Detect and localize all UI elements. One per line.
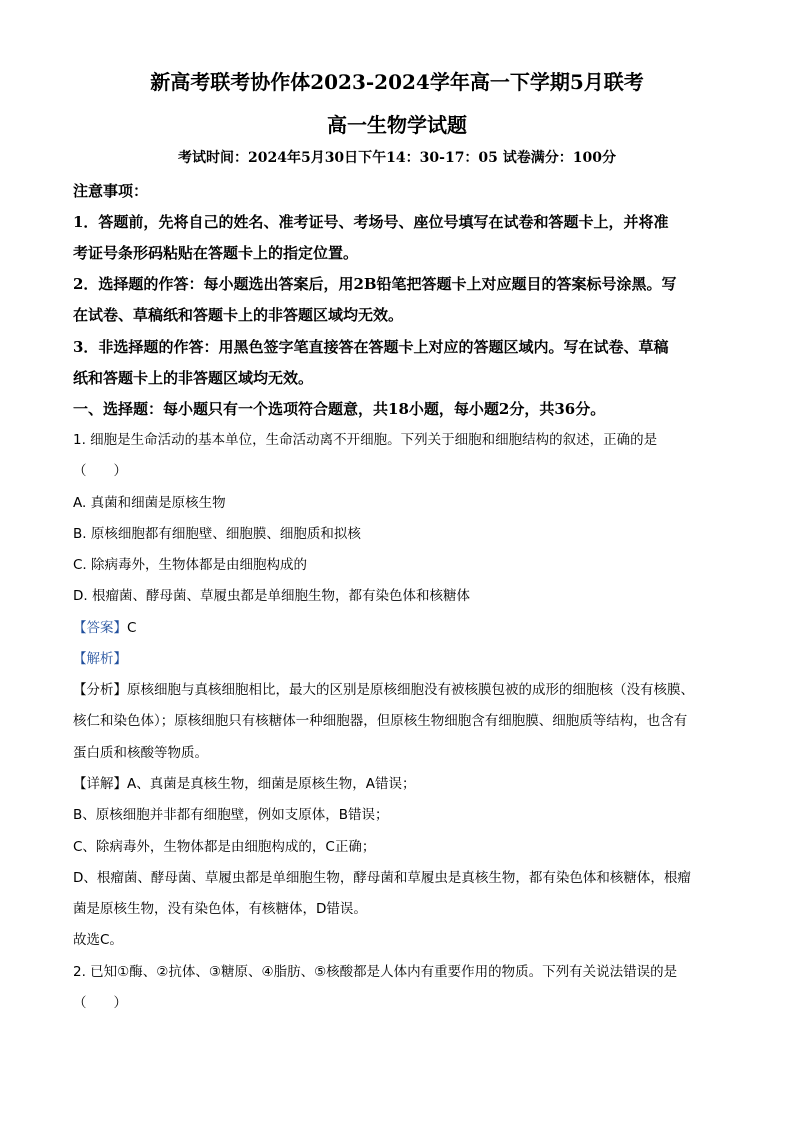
fenxi-line-1	[73, 680, 723, 700]
xiangjie-line-b: B、原核细胞并非都有细胞壁，例如支原体，B错误；	[73, 807, 389, 823]
xiangjie-line-a	[73, 774, 723, 794]
question-1-option-a: A. 真菌和细菌是原核生物	[73, 495, 226, 511]
answer-tag: 【答案】	[73, 620, 127, 636]
question-1-option-c: C. 除病毒外，生物体都是由细胞构成的	[73, 557, 308, 573]
notice-heading: 注意事项：	[73, 182, 149, 200]
xiangjie-line-c: C、除病毒外，生物体都是由细胞构成的，C正确；	[73, 839, 376, 855]
fenxi-text-1: 原核细胞与真核细胞相比，最大的区别是原核细胞没有被核膜包被的成形的细胞核（没有核膜、	[127, 682, 694, 698]
fenxi-tag: 【分析】	[73, 682, 127, 698]
question-2-stem: 2. 已知①酶、②抗体、③糖原、④脂肪、⑤核酸都是人体内有重要作用的物质。下列有关说法错误的是	[73, 964, 678, 980]
question-1-option-b: B. 原核细胞都有细胞壁、细胞膜、细胞质和拟核	[73, 526, 361, 542]
notice-item-2-line-2: 在试卷、草稿纸和答题卡上的非答题区域均无效。	[73, 306, 404, 324]
notice-item-3-line-1: 3．非选择题的作答：用黑色签字笔直接答在答题卡上对应的答题区域内。写在试卷、草稿	[73, 338, 669, 356]
question-2-blank: （ ）	[73, 995, 127, 1011]
xiangjie-line-d-2: 菌是原核生物，没有染色体，有核糖体，D错误。	[73, 901, 367, 917]
conclusion-line: 故选C。	[73, 932, 123, 948]
xiangjie-tag: 【详解】	[73, 776, 127, 792]
xiangjie-line-d-1: D、根瘤菌、酵母菌、草履虫都是单细胞生物，酵母菌和草履虫是真核生物，都有染色体和核糖体，根瘤	[73, 870, 691, 886]
question-1-option-d: D. 根瘤菌、酵母菌、草履虫都是单细胞生物，都有染色体和核糖体	[73, 588, 470, 604]
exam-info: 考试时间：2024年5月30日下午14：30-17：05 试卷满分：100分	[177, 150, 617, 166]
xiangjie-a-text: A、真菌是真核生物，细菌是原核生物，A错误；	[127, 776, 416, 792]
notice-item-1-line-2: 考证号条形码粘贴在答题卡上的指定位置。	[73, 244, 359, 262]
section-heading: 一、选择题：每小题只有一个选项符合题意，共18小题，每小题2分，共36分。	[73, 400, 606, 418]
notice-item-1-line-1: 1．答题前，先将自己的姓名、准考证号、考场号、座位号填写在试卷和答题卡上，并将准	[73, 213, 669, 231]
exam-title: 新高考联考协作体2023-2024学年高一下学期5月联考	[150, 70, 644, 94]
exam-subtitle: 高一生物学试题	[327, 113, 467, 137]
analysis-tag: 【解析】	[73, 651, 127, 667]
notice-item-3-line-2: 纸和答题卡上的非答题区域均无效。	[73, 369, 314, 387]
answer-value: C	[127, 620, 137, 636]
analysis-line	[73, 649, 723, 669]
question-1-blank: （ ）	[73, 463, 127, 479]
answer-line	[73, 618, 723, 638]
fenxi-line-2: 核仁和染色体）；原核细胞只有核糖体一种细胞器，但原核生物细胞含有细胞膜、细胞质等结构，也含有	[73, 713, 688, 729]
notice-item-2-line-1: 2．选择题的作答：每小题选出答案后，用2B铅笔把答题卡上对应题目的答案标号涂黑。写	[73, 275, 677, 293]
fenxi-line-3: 蛋白质和核酸等物质。	[73, 745, 208, 761]
question-1-stem: 1. 细胞是生命活动的基本单位，生命活动离不开细胞。下列关于细胞和细胞结构的叙述，正确的是	[73, 432, 658, 448]
